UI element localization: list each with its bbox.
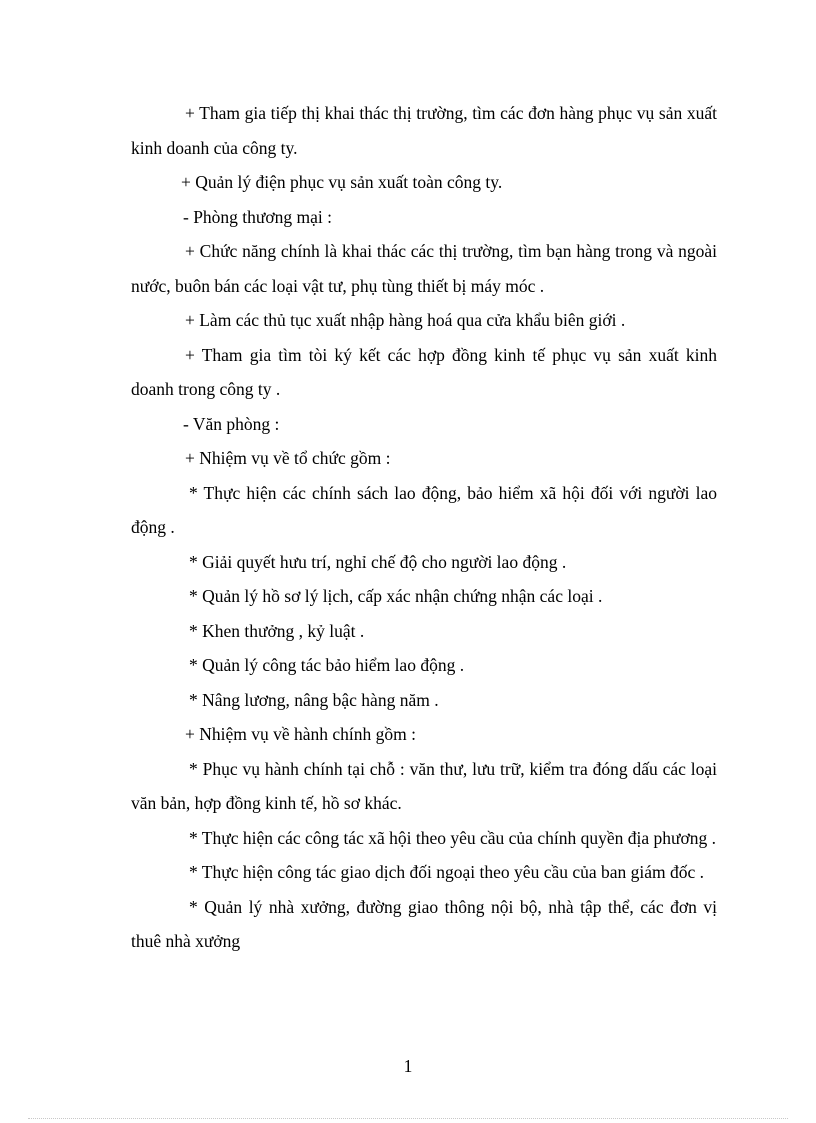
paragraph-marketing-tasks: + Tham gia tiếp thị khai thác thị trường, tìm các đơn hàng phục vụ sản xuất kinh doanh của công ty. (131, 103, 717, 158)
list-item-retirement: * Giải quyết hưu trí, nghỉ chế độ cho người lao động . (189, 551, 567, 572)
list-item-rewards-discipline: * Khen thưởng , kỷ luật . (189, 620, 365, 641)
list-item-facility-management: * Quản lý nhà xưởng, đường giao thông nội bộ, nhà tập thể, các đơn vị thuê nhà xưởng (131, 896, 717, 951)
list-item-salary-raise: * Nâng lương, nâng bậc hàng năm . (189, 689, 439, 710)
list-item-labor-protection: * Quản lý công tác bảo hiểm lao động . (189, 655, 465, 675)
subheading-administrative-tasks: + Nhiệm vụ về hành chính gồm : (185, 724, 417, 744)
paragraph-economic-contracts: + Tham gia tìm tòi ký kết các hợp đồng kinh tế phục vụ sản xuất kinh doanh trong công ty . (131, 344, 717, 399)
heading-office: - Văn phòng : (183, 413, 280, 434)
paragraph-electricity-management: + Quản lý điện phục vụ sản xuất toàn công ty. (181, 172, 503, 192)
list-item-clerical-service: * Phục vụ hành chính tại chỗ : văn thư, lưu trữ, kiểm tra đóng dấu các loại văn bản, hợp đồng kinh tế, hồ sơ khác. (131, 758, 717, 813)
list-item-social-work: * Thực hiện các công tác xã hội theo yêu cầu của chính quyền địa phương . (189, 827, 716, 848)
list-item-personnel-records: * Quản lý hồ sơ lý lịch, cấp xác nhận chứng nhận các loại . (189, 586, 603, 606)
document-body (131, 96, 717, 959)
subheading-organization-tasks: + Nhiệm vụ về tổ chức gồm : (185, 448, 391, 468)
page-bottom-divider (28, 1118, 788, 1119)
heading-trade-department: - Phòng thương mại : (183, 206, 333, 227)
list-item-labor-policy: * Thực hiện các chính sách lao động, bảo hiểm xã hội đối với người lao động . (131, 482, 717, 537)
list-item-external-relations: * Thực hiện công tác giao dịch đối ngoại theo yêu cầu của ban giám đốc . (189, 862, 705, 882)
page-number: 1 (403, 1056, 413, 1076)
paragraph-customs-procedures: + Làm các thủ tục xuất nhập hàng hoá qua cửa khẩu biên giới . (185, 310, 626, 330)
paragraph-trade-main-function: + Chức năng chính là khai thác các thị trường, tìm bạn hàng trong và ngoài nước, buôn bán các loại vật tư, phụ tùng thiết bị máy móc . (131, 241, 717, 296)
